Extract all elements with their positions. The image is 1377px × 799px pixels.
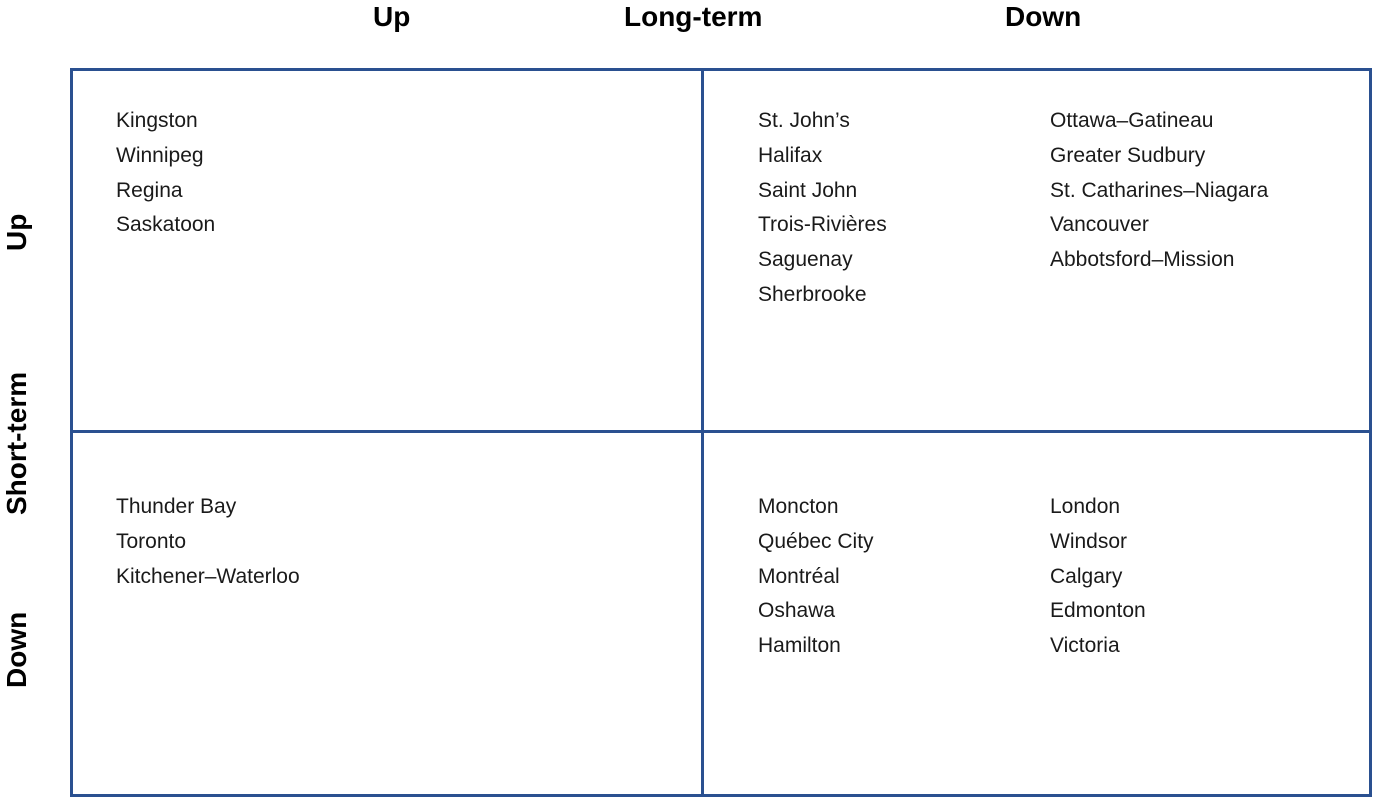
quadrant-short-down-long-up <box>116 490 300 594</box>
column-header-down: Down <box>1005 1 1082 32</box>
city-item: Halifax <box>758 143 823 167</box>
city-item: Edmonton <box>1050 599 1146 623</box>
city-item: Québec City <box>758 529 874 553</box>
city-item: Toronto <box>116 529 187 553</box>
city-item: Montréal <box>758 564 840 588</box>
quadrant-short-up-long-down-column-1 <box>758 104 887 313</box>
quadrant-short-up-long-down-column-2 <box>1050 104 1268 278</box>
city-item: Ottawa–Gatineau <box>1050 109 1214 132</box>
city-item: Abbotsford–Mission <box>1050 248 1235 272</box>
row-header-up: Up <box>1 213 32 251</box>
city-item: Oshawa <box>758 599 836 623</box>
quadrant-short-up-long-up <box>116 104 215 243</box>
city-item: Saguenay <box>758 248 853 272</box>
city-item: Sherbrooke <box>758 282 867 306</box>
city-item: Vancouver <box>1050 213 1149 237</box>
city-item: Thunder Bay <box>116 495 237 518</box>
city-item: Kitchener–Waterloo <box>116 564 300 588</box>
column-axis-label-long-term: Long-term <box>624 1 763 32</box>
city-item: St. Catharines–Niagara <box>1050 178 1269 202</box>
city-item: Victoria <box>1050 634 1120 658</box>
quadrant-short-down-long-down-column-2 <box>1050 490 1146 664</box>
city-item: Saskatoon <box>116 213 216 237</box>
city-item: Regina <box>116 178 183 202</box>
city-item: Kingston <box>116 109 198 132</box>
city-item: Greater Sudbury <box>1050 143 1206 167</box>
row-header-down: Down <box>1 611 32 688</box>
city-item: Trois-Rivières <box>758 213 887 237</box>
grid-horizontal-divider <box>70 430 1372 433</box>
city-item: St. John’s <box>758 109 850 132</box>
city-item: Hamilton <box>758 634 841 658</box>
row-axis-label-short-term: Short-term <box>1 371 32 515</box>
city-item: Saint John <box>758 178 858 202</box>
column-header-up: Up <box>373 1 411 32</box>
city-item: Windsor <box>1050 529 1128 553</box>
city-item: Calgary <box>1050 564 1123 588</box>
city-item: London <box>1050 495 1121 518</box>
city-item: Moncton <box>758 495 839 518</box>
city-item: Winnipeg <box>116 143 204 167</box>
quadrant-short-down-long-down-column-1 <box>758 490 874 664</box>
